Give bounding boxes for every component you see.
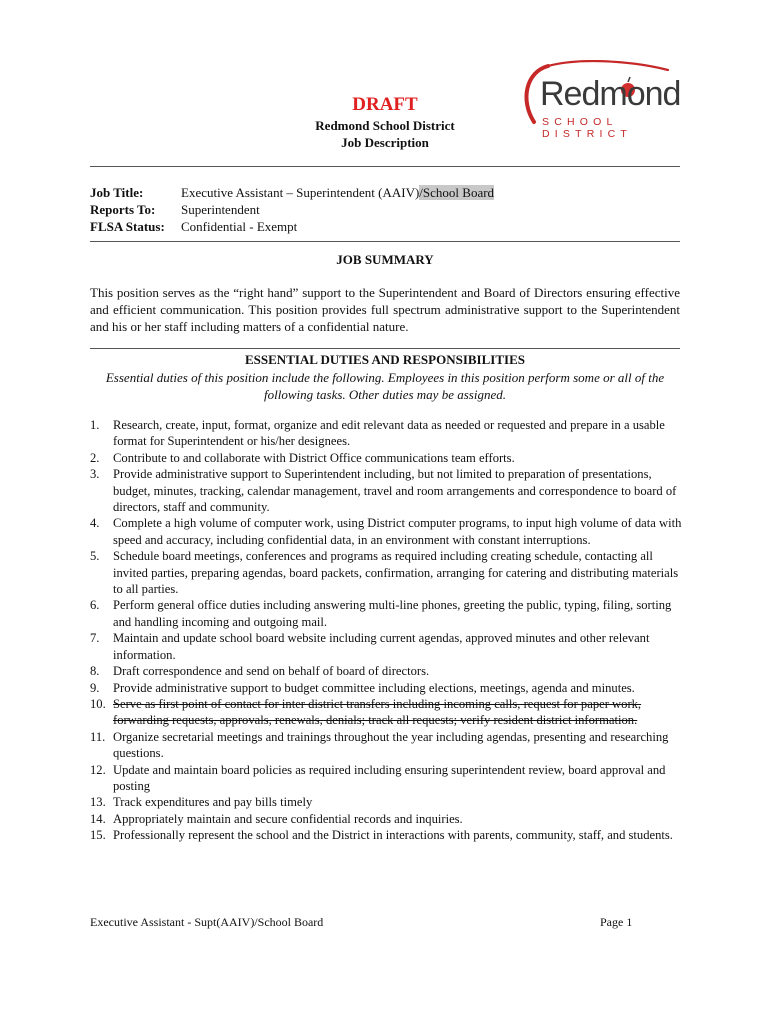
duty-item xyxy=(90,794,682,810)
duty-number: 1. xyxy=(90,418,100,432)
logo-subtitle: SCHOOL DISTRICT xyxy=(542,116,633,140)
duty-text: Appropriately maintain and secure confidential records and inquiries. xyxy=(113,811,463,826)
duty-text: Organize secretarial meetings and trainings throughout the year including agendas, presenting and researching questions. xyxy=(113,729,669,761)
divider xyxy=(90,166,680,167)
duty-text: Contribute to and collaborate with District Office communications team efforts. xyxy=(113,450,515,465)
footer-page-number: Page 1 xyxy=(600,915,633,929)
duty-number: 12. xyxy=(90,762,106,777)
divider xyxy=(90,348,680,349)
duty-text: Update and maintain board policies as required including ensuring superintendent review, board approval and posting xyxy=(113,762,666,793)
duty-number: 5. xyxy=(90,549,100,564)
duty-text: Research, create, input, format, organize and edit relevant data as needed or requested and prepare in a usable format for Superintendent or his/her designees. xyxy=(113,418,665,449)
flsa-value: Confidential - Exempt xyxy=(181,219,298,234)
duty-text: Track expenditures and pay bills timely xyxy=(113,795,313,810)
duty-text: Maintain and update school board website including current agendas, approved minutes and other relevant information. xyxy=(113,631,650,662)
job-info xyxy=(90,184,680,236)
duty-number: 10. xyxy=(90,696,106,711)
reports-to-value: Superintendent xyxy=(181,202,260,217)
duty-text: Provide administrative support to budget committee including elections, meetings, agenda and minutes. xyxy=(113,680,635,695)
summary-heading: JOB SUMMARY xyxy=(336,252,434,267)
duties-intro: Essential duties of this position include the following. Employees in this position perform some or all of the following tasks. Other duties may be assigned. xyxy=(105,370,665,402)
duty-item xyxy=(90,729,682,762)
duty-item xyxy=(90,680,682,696)
divider xyxy=(90,241,680,242)
duty-number: 11. xyxy=(90,729,106,744)
duties-heading: ESSENTIAL DUTIES AND RESPONSIBILITIES xyxy=(245,352,525,367)
footer-left: Executive Assistant - Supt(AAIV)/School Board xyxy=(90,915,324,929)
duty-item xyxy=(90,630,682,663)
summary-text: This position serves as the “right hand” support to the Superintendent and Board of Directors ensuring effective and efficient communication. This position provides full spectrum administrative support to the Superintendent and his or her staff including matters of a confidential nature. xyxy=(90,285,680,334)
job-title-value xyxy=(181,184,494,201)
duty-number: 9. xyxy=(90,680,100,695)
duty-number: 2. xyxy=(90,450,100,465)
duty-item xyxy=(90,417,682,450)
duty-text: Perform general office duties including answering multi-line phones, greeting the public, typing, filing, sorting and handling incoming and outgoing mail. xyxy=(113,598,672,629)
duty-number: 7. xyxy=(90,631,100,646)
duty-item xyxy=(90,515,682,548)
org-name: Redmond School District xyxy=(315,118,455,133)
duty-text: Draft correspondence and send on behalf of board of directors. xyxy=(113,664,430,679)
doc-type: Job Description xyxy=(341,135,429,150)
draft-label: DRAFT xyxy=(352,94,418,115)
duty-number: 8. xyxy=(90,664,100,679)
job-title-highlight: /School Board xyxy=(419,185,495,200)
duty-item xyxy=(90,548,682,597)
flsa-label: FLSA Status: xyxy=(90,219,165,234)
duty-item xyxy=(90,811,682,827)
duty-item xyxy=(90,450,682,466)
job-title-label: Job Title: xyxy=(90,185,144,200)
duties-list xyxy=(90,417,682,844)
duty-number: 3. xyxy=(90,467,100,482)
duty-item xyxy=(90,762,682,795)
duty-text: Provide administrative support to Superintendent including, but not limited to preparation of presentations, budget, minutes, tracking, calendar management, travel and room arrangements and correspondence to board of directors, staff and community. xyxy=(113,467,677,515)
duty-item xyxy=(90,696,682,729)
duty-number: 14. xyxy=(90,811,106,826)
reports-to-label: Reports To: xyxy=(90,202,156,217)
duty-text: Schedule board meetings, conferences and programs as required including creating schedule, contacting all invited parties, preparing agendas, board packets, confirmation, arranging for catering and distributing materials to all parties. xyxy=(113,549,679,597)
duty-number: 4. xyxy=(90,516,100,531)
job-title-main: Executive Assistant – Superintendent (AAIV) xyxy=(181,185,420,200)
duty-text: Complete a high volume of computer work, using District computer programs, to input high volume of data with speed and accuracy, including confidential data, in an environment with constant interruptions. xyxy=(113,516,682,547)
duty-item xyxy=(90,466,682,515)
duty-text: Serve as first point of contact for inter district transfers including incoming calls, request for paper work, forwarding requests, approvals, renewals, denials; track all requests; verify resident district information. xyxy=(113,696,642,728)
duty-item xyxy=(90,827,682,843)
duty-item xyxy=(90,597,682,630)
duty-number: 6. xyxy=(90,598,100,613)
duty-number: 13. xyxy=(90,795,106,810)
duty-text: Professionally represent the school and the District in interactions with parents, community, staff, and students. xyxy=(113,828,673,843)
duty-item xyxy=(90,663,682,679)
duty-number: 15. xyxy=(90,828,106,843)
logo-wordmark: Redmond xyxy=(540,75,681,113)
